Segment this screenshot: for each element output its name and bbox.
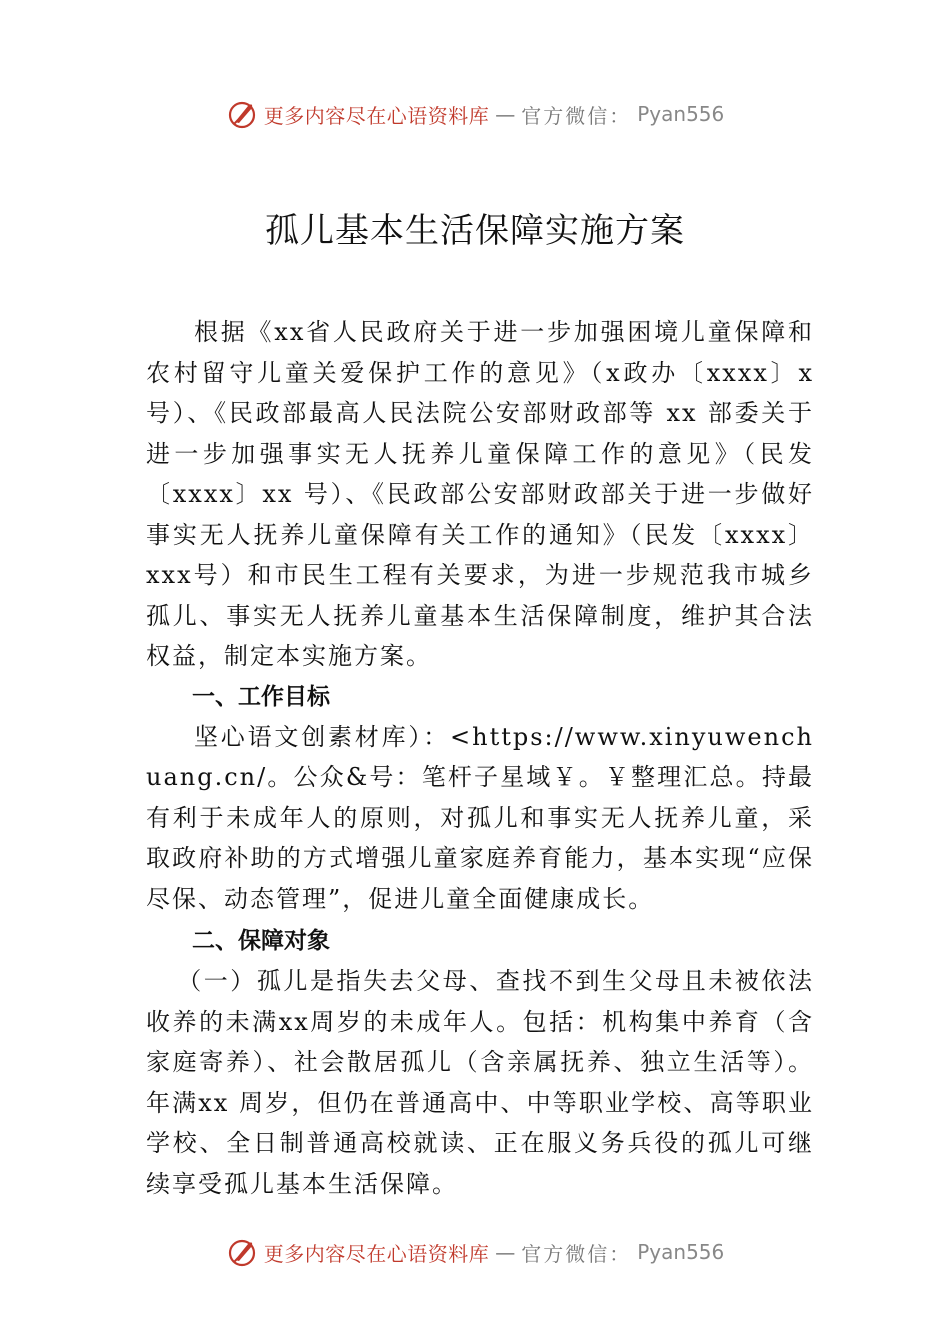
banner-wechat-label: 官方微信： (521, 1241, 632, 1266)
quill-pen-logo-icon (226, 98, 258, 130)
document-body (146, 312, 814, 1204)
banner-main-text: 更多内容尽在心语资料库 (263, 103, 490, 128)
document-title: 孤儿基本生活保障实施方案 (265, 211, 685, 251)
banner-main-text: 更多内容尽在心语资料库 (263, 1241, 490, 1266)
footer-banner (0, 1232, 950, 1272)
section2-heading: 二、保障对象 (192, 928, 330, 954)
section1-paragraph: 坚心语文创素材库）：<https://www.xinyuwenchuang.cn/。公众&号：笔杆子星域￥。￥整理汇总。持最有利于未成年人的原则，对孤儿和事实无人抚养儿童，采取政府补助的方式增强儿童家庭养育能力，基本实现“应保尽保、动态管理”，促进儿童全面健康成长。 (146, 722, 814, 913)
banner-wechat-label: 官方微信： (521, 103, 632, 128)
banner-wechat-id: Pyan556 (637, 102, 725, 126)
intro-paragraph: 根据《xx省人民政府关于进一步加强困境儿童保障和农村留守儿童关爱保护工作的意见》（x政办〔xxxx〕x号）、《民政部最高人民法院公安部财政部等 xx 部委关于进一步加强事实无人抚养儿童保障工作的意见》（民发〔xxxx〕xx 号）、《民政部公安部财政部关于进一步做好事实无人抚养儿童保障有关工作的通知》（民发〔xxxx〕xxx号）和市民生工程有关要求，为进一步规范我市城乡孤儿、事实无人抚养儿童基本生活保障制度，维护其合法权益，制定本实施方案。 (146, 318, 814, 670)
banner-wechat-id: Pyan556 (637, 1240, 725, 1264)
banner-dash: — (495, 1240, 516, 1264)
header-banner (0, 94, 950, 134)
banner-dash: — (495, 102, 516, 126)
section2-paragraph: （一）孤儿是指失去父母、查找不到生父母且未被依法收养的未满xx周岁的未成年人。包括：机构集中养育（含家庭寄养）、社会散居孤儿（含亲属抚养、独立生活等）。年满xx 周岁，但仍在普通高中、中等职业学校、高等职业学校、全日制普通高校就读、正在服义务兵役的孤儿可继续享受孤儿基本生活保障。 (146, 967, 814, 1198)
section1-heading: 一、工作目标 (192, 683, 330, 710)
quill-pen-logo-icon (226, 1236, 258, 1268)
